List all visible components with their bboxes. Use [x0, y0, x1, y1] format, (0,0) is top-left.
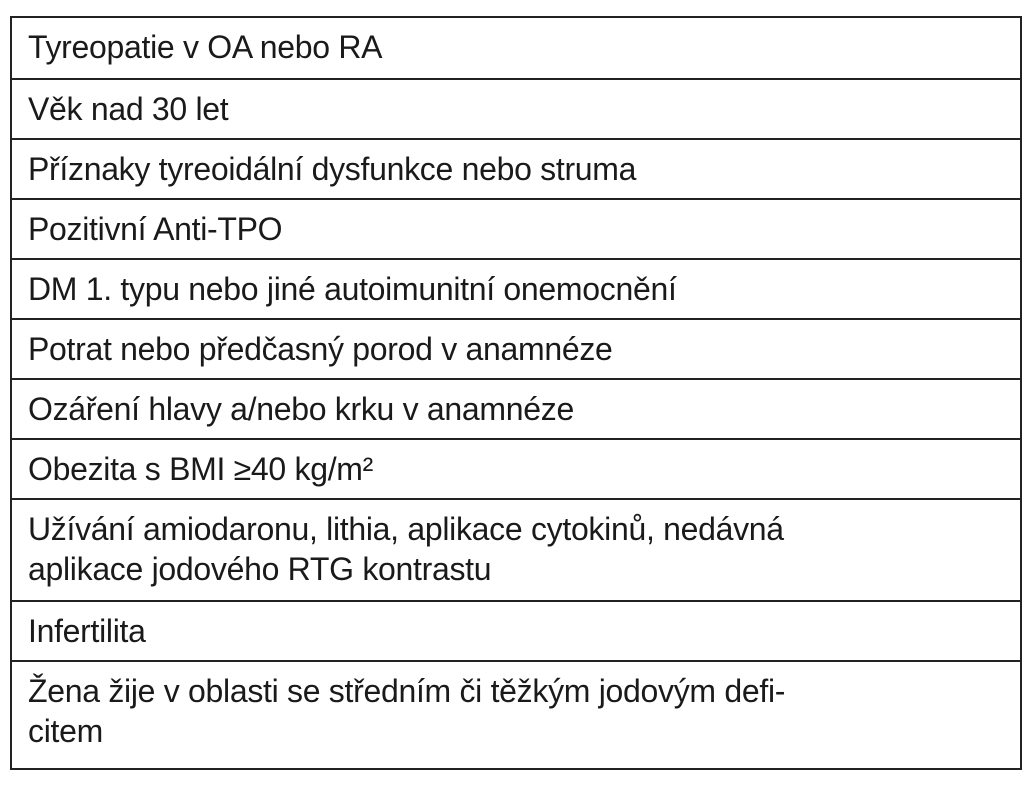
- table-row: Potrat nebo předčasný porod v anamnéze: [12, 318, 1020, 378]
- table-row: Příznaky tyreoidální dysfunkce nebo struma: [12, 138, 1020, 198]
- table-row: Žena žije v oblasti se středním či těžkým jodovým defi- citem: [12, 660, 1020, 768]
- table-row: Infertilita: [12, 600, 1020, 660]
- table-row: Užívání amiodaronu, lithia, aplikace cytokinů, nedávná aplikace jodového RTG kontrastu: [12, 498, 1020, 600]
- risk-factor-table: [10, 16, 1022, 770]
- table-row: DM 1. typu nebo jiné autoimunitní onemocnění: [12, 258, 1020, 318]
- table-row: Věk nad 30 let: [12, 78, 1020, 138]
- table-row: Obezita s BMI ≥40 kg/m²: [12, 438, 1020, 498]
- table-row: Tyreopatie v OA nebo RA: [28, 29, 383, 65]
- table-row: Ozáření hlavy a/nebo krku v anamnéze: [12, 378, 1020, 438]
- table-row: Pozitivní Anti-TPO: [12, 198, 1020, 258]
